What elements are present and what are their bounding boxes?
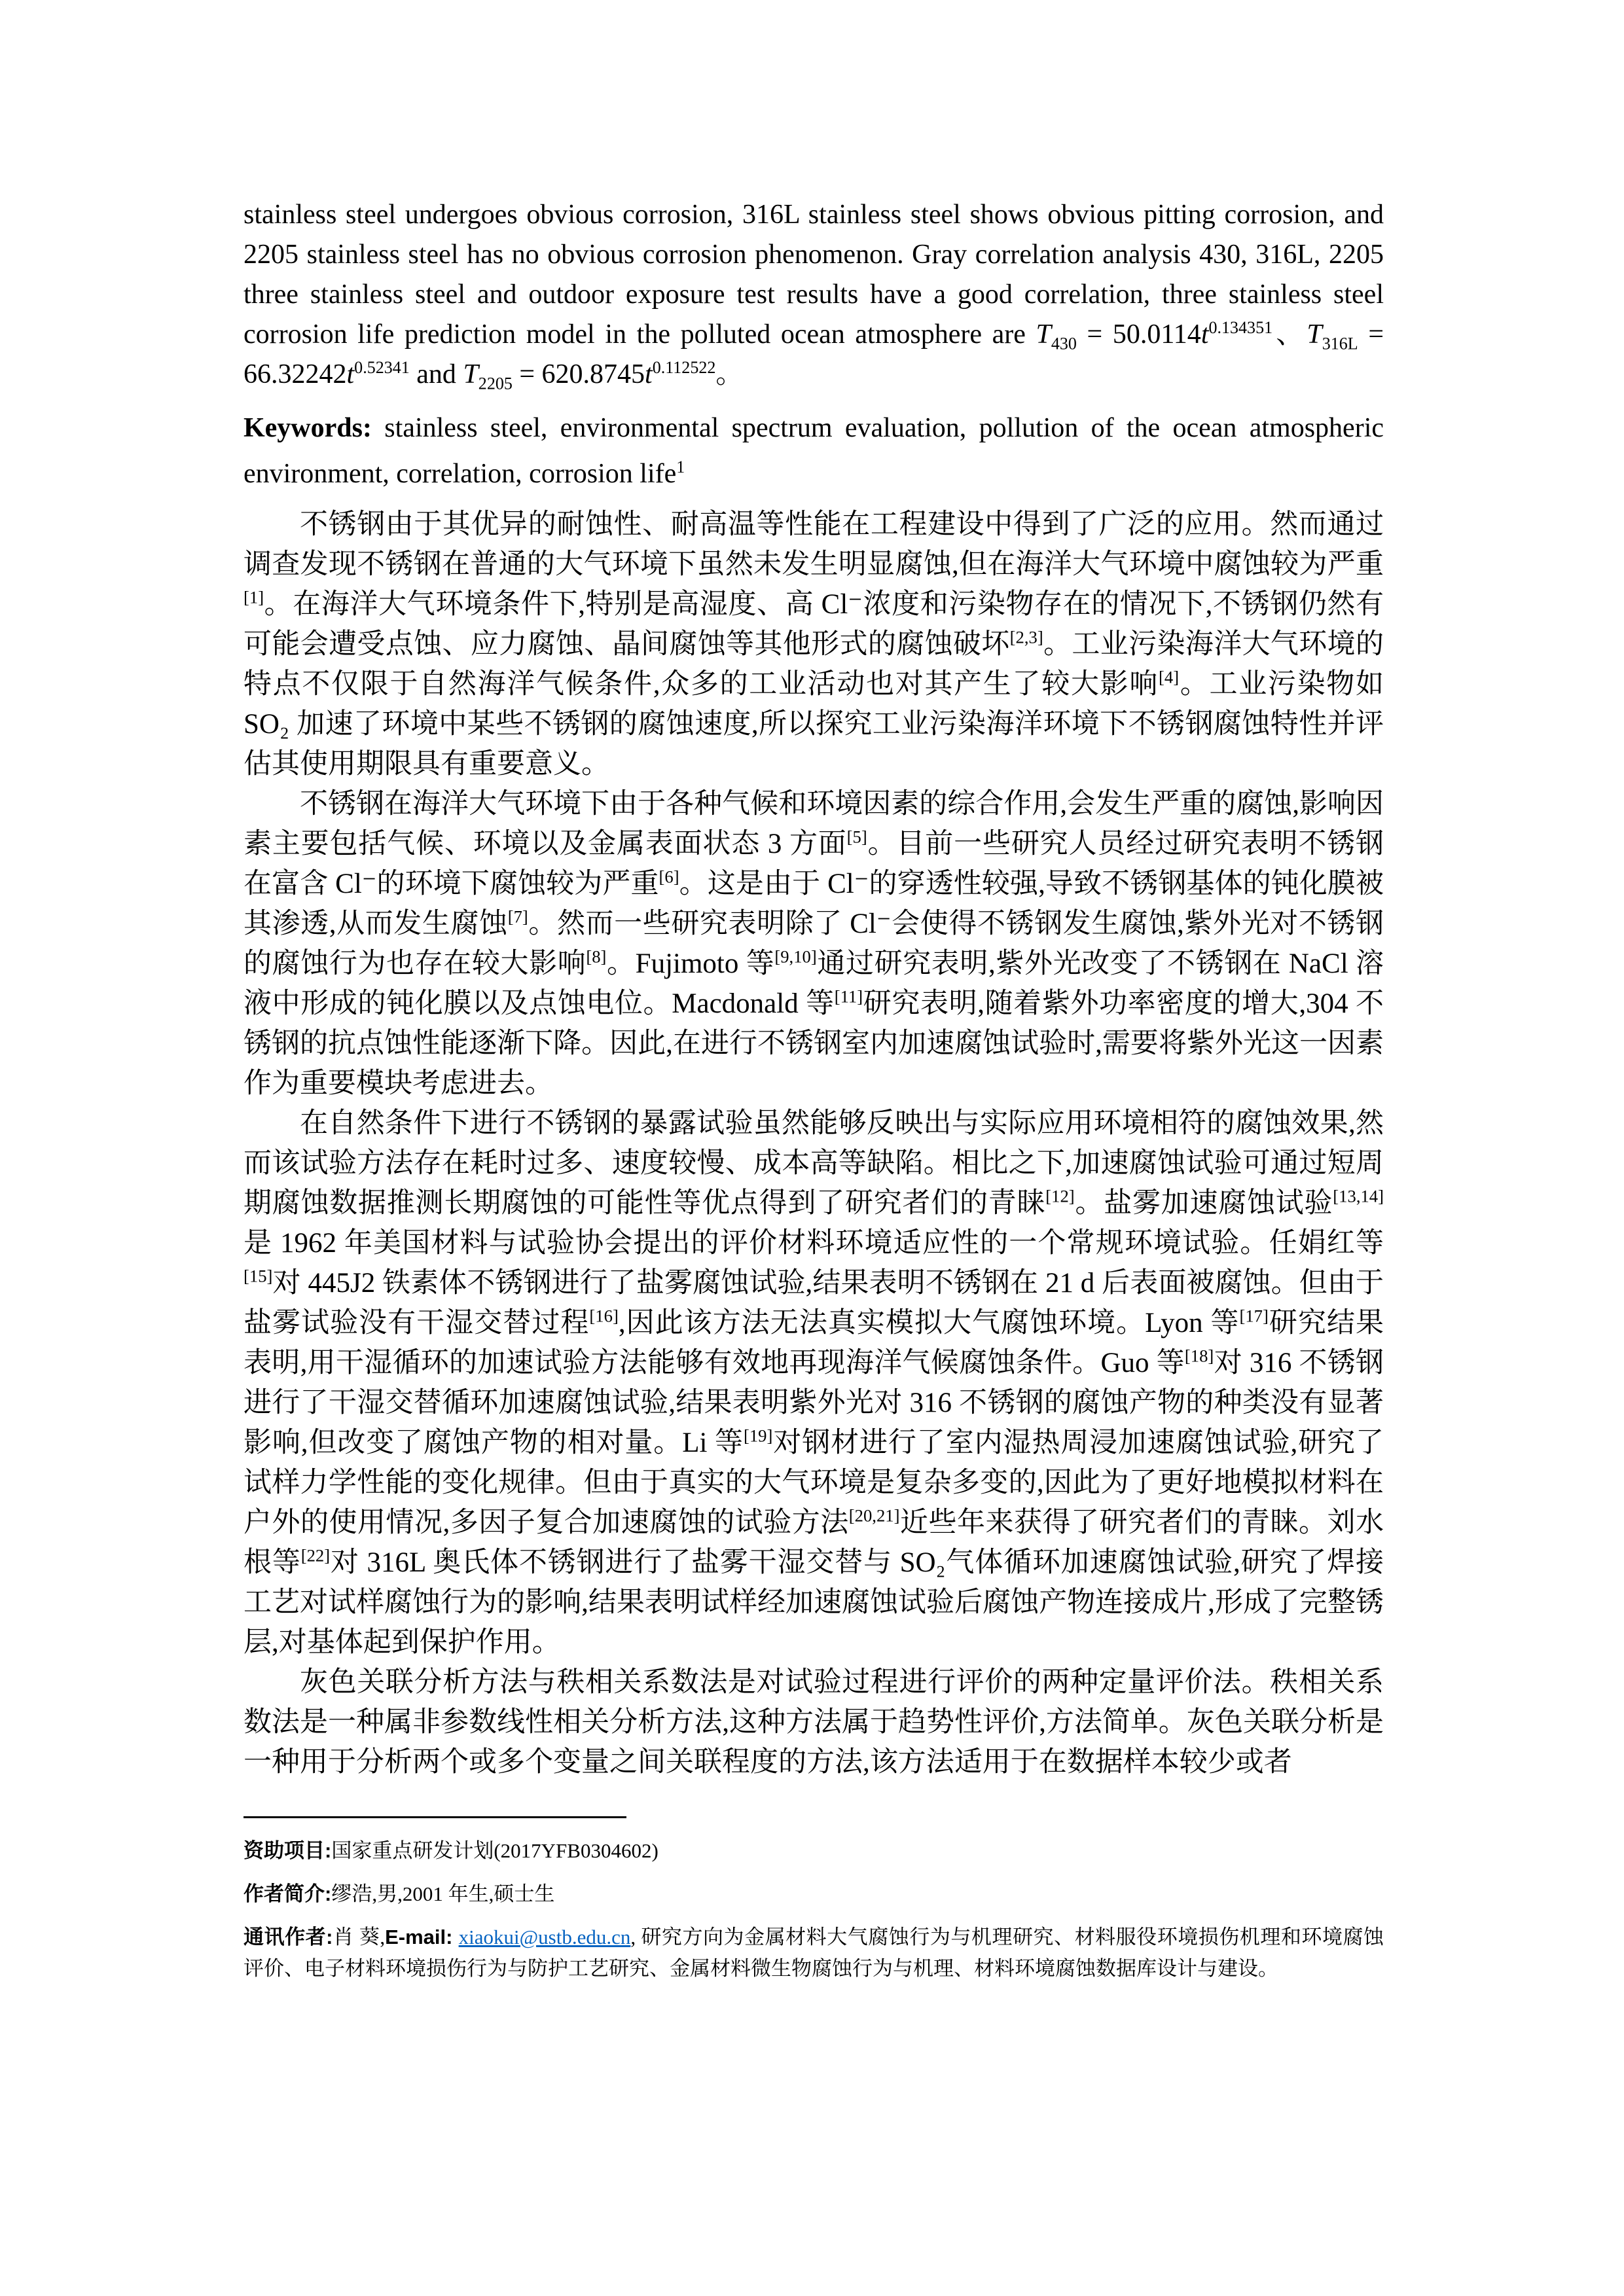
text-segment: 对钢材进行了室内湿热周浸加速腐蚀试验,研究了试样力学性能的变化规律。但由于真实的大气环境是复杂多变的,因此为了更好地模拟材料在户外的使用情况,多因子复合加速腐蚀的试验方法: [244, 1427, 1384, 1538]
text-segment: 、: [1272, 319, 1307, 350]
text-segment: 不锈钢由于其优异的耐蚀性、耐高温等性能在工程建设中得到了广泛的应用。然而通过调查发现不锈钢在普通的大气环境下虽然未发生明显腐蚀,但在海洋大气环境中腐蚀较为严重: [244, 509, 1384, 580]
body-paragraph-1: [244, 505, 1384, 784]
text-segment: t: [346, 359, 355, 389]
footnote-separator: [244, 1816, 626, 1818]
text-segment: 作者简介:: [244, 1882, 332, 1905]
text-segment: E-mail:: [385, 1926, 459, 1948]
text-segment: 研究结果表明,用干湿循环的加速试验方法能够有效地再现海洋气候腐蚀条件。Guo 等: [244, 1308, 1384, 1378]
text-segment: and: [409, 359, 463, 389]
text-segment: 灰色关联分析方法与秩相关系数法是对试验过程进行评价的两种定量评价法。秩相关系数法是一种属非参数线性相关分析方法,这种方法属于趋势性评价,方法简单。灰色关联分析是一种用于分析两个或多个变量之间关联程度的方法,该方法适用于在数据样本较少或者: [244, 1667, 1384, 1778]
body-paragraph-2: [244, 784, 1384, 1103]
text-segment: T: [1036, 319, 1051, 350]
text-segment: 肖 葵,: [333, 1926, 386, 1948]
text-segment: t: [645, 359, 653, 389]
text-segment: 国家重点研发计划(2017YFB0304602): [331, 1839, 659, 1862]
superscript-reference: [19]: [743, 1426, 773, 1446]
superscript-reference: [2,3]: [1009, 627, 1043, 647]
superscript-reference: [16]: [589, 1306, 619, 1326]
footnotes: [244, 1835, 1384, 1984]
superscript-reference: [17]: [1239, 1306, 1269, 1326]
page-content: [244, 195, 1384, 1996]
subscript-text: 316L: [1322, 334, 1358, 353]
text-segment: = 66.32242: [244, 319, 1384, 389]
text-segment: 是 1962 年美国材料与试验协会提出的评价材料环境适应性的一个常规环境试验。任娟红等: [244, 1228, 1384, 1259]
text-segment: = 50.0114: [1076, 319, 1201, 350]
text-segment: ,: [630, 1926, 641, 1948]
abstract-continuation-paragraph: [244, 195, 1384, 395]
text-segment: T: [463, 359, 478, 389]
text-segment: 对 316 不锈钢进行了干湿交替循环加速腐蚀试验,结果表明紫外光对 316 不锈钢的腐蚀产物的种类没有显著影响,但改变了腐蚀产物的相对量。Li 等: [244, 1348, 1384, 1458]
superscript-reference: [6]: [659, 867, 679, 887]
text-segment: 通过研究表明,紫外光改变了不锈钢在 NaCl 溶液中形成的钝化膜以及点蚀电位。Macdonald 等: [244, 948, 1384, 1019]
footnote-block: [244, 1816, 1384, 1984]
subscript-text: 2205: [478, 374, 513, 393]
text-segment: t: [1200, 319, 1209, 350]
body-paragraph-3: [244, 1103, 1384, 1662]
superscript-reference: [13,14]: [1333, 1186, 1384, 1206]
text-segment: = 620.8745: [512, 359, 645, 389]
text-segment: 资助项目:: [244, 1839, 332, 1862]
text-segment: 不锈钢在海洋大气环境下由于各种气候和环境因素的综合作用,会发生严重的腐蚀,影响因素主要包括气候、环境以及金属表面状态 3 方面: [244, 789, 1384, 859]
superscript-reference: [5]: [846, 827, 867, 847]
superscript-reference: 0.52341: [354, 358, 410, 377]
superscript-reference: [4]: [1159, 667, 1180, 687]
footnote-author-bio: [244, 1878, 1384, 1910]
text-segment: 通讯作者:: [244, 1926, 333, 1948]
keywords-paragraph: [244, 405, 1384, 497]
superscript-reference: [9,10]: [774, 946, 817, 967]
subscript-text: 430: [1051, 334, 1077, 353]
text-segment: 。目前一些研究人员经过研究表明不锈钢在富含 Cl⁻的环境下腐蚀较为严重: [244, 829, 1384, 899]
superscript-reference: [8]: [586, 946, 607, 967]
text-segment: 对 316L 奥氏体不锈钢进行了盐雾干湿交替与 SO₂气体循环加速腐蚀试验,研究了焊接工艺对试样腐蚀行为的影响,结果表明试样经加速腐蚀试验后腐蚀产物连接成片,形成了完整锈层,对基体起到保护作用。: [244, 1547, 1384, 1658]
superscript-reference: [7]: [507, 906, 528, 927]
text-segment: 研究方向为金属材料大气腐蚀行为与机理研究、材料服役环境损伤机理和环境腐蚀评价、电子材料环境损伤行为与防护工艺研究、金属材料微生物腐蚀行为与机理、材料环境腐蚀数据库设计与建设。: [244, 1926, 1384, 1980]
text-segment: stainless steel undergoes obvious corrosion, 316L stainless steel shows obvious pitting corrosion, and 2205 stainless steel has no obvious corrosion phenomenon. Gray correlation analysis 430, 316L, 2205 three stainless steel and outdoor exposure test results have a good correlation, three stainless steel corrosion life prediction model in the polluted ocean atmosphere are: [244, 200, 1384, 350]
superscript-reference: [18]: [1184, 1346, 1214, 1366]
text-segment: 对 445J2 铁素体不锈钢进行了盐雾腐蚀试验,结果表明不锈钢在 21 d 后表面被腐蚀。但由于盐雾试验没有干湿交替过程: [244, 1268, 1384, 1338]
text-segment: ,因此该方法无法真实模拟大气腐蚀环境。Lyon 等: [618, 1308, 1240, 1338]
text-segment: 。这是由于 Cl⁻的穿透性较强,导致不锈钢基体的钝化膜被其渗透,从而发生腐蚀: [244, 869, 1384, 939]
text-segment: 。盐雾加速腐蚀试验: [1074, 1188, 1333, 1219]
email-link[interactable]: xiaokui@ustb.edu.cn: [458, 1926, 631, 1948]
footnote-funding: [244, 1835, 1384, 1867]
text-segment: 研究表明,随着紫外功率密度的增大,304 不锈钢的抗点蚀性能逐渐下降。因此,在进行不锈钢室内加速腐蚀试验时,需要将紫外光这一因素作为重要模块考虑进去。: [244, 988, 1384, 1099]
text-segment: stainless steel, environmental spectrum evaluation, pollution of the ocean atmospheric environment, correlation, corrosion life: [244, 413, 1384, 489]
text-segment: Keywords:: [244, 413, 372, 443]
text-segment: 近些年来获得了研究者们的青睐。刘水根等: [244, 1507, 1384, 1578]
superscript-reference: [22]: [300, 1545, 331, 1566]
text-segment: 在自然条件下进行不锈钢的暴露试验虽然能够反映出与实际应用环境相符的腐蚀效果,然而该试验方法存在耗时过多、速度较慢、成本高等缺陷。相比之下,加速腐蚀试验可通过短周期腐蚀数据推测长期腐蚀的可能性等优点得到了研究者们的青睐: [244, 1108, 1384, 1219]
superscript-reference: 1: [676, 457, 685, 476]
superscript-reference: 0.112522: [652, 358, 716, 377]
body-paragraph-4: [244, 1662, 1384, 1782]
text-segment: 。工业污染海洋大气环境的特点不仅限于自然海洋气候条件,众多的工业活动也对其产生了较大影响: [244, 629, 1384, 700]
text-segment: 缪浩,男,2001 年生,硕士生: [331, 1882, 555, 1905]
superscript-reference: [12]: [1045, 1186, 1075, 1206]
superscript-reference: 0.134351: [1208, 318, 1273, 337]
superscript-reference: [11]: [834, 986, 863, 1007]
text-segment: 。在海洋大气环境条件下,特别是高湿度、高 Cl⁻浓度和污染物存在的情况下,不锈钢仍然有可能会遭受点蚀、应力腐蚀、晶间腐蚀等其他形式的腐蚀破坏: [244, 589, 1384, 660]
superscript-reference: [1]: [244, 587, 264, 607]
superscript-reference: [20,21]: [848, 1505, 900, 1526]
text-segment: T: [1307, 319, 1322, 350]
text-segment: 。然而一些研究表明除了 Cl⁻会使得不锈钢发生腐蚀,紫外光对不锈钢的腐蚀行为也存在较大影响: [244, 908, 1384, 979]
text-segment: 。: [715, 359, 744, 389]
text-segment: 。工业污染物如 SO₂ 加速了环境中某些不锈钢的腐蚀速度,所以探究工业污染海洋环境下不锈钢腐蚀特性并评估其使用期限具有重要意义。: [244, 669, 1384, 780]
footnote-corresponding-author: [244, 1922, 1384, 1984]
text-segment: 。Fujimoto 等: [606, 948, 775, 979]
superscript-reference: [15]: [244, 1266, 273, 1286]
